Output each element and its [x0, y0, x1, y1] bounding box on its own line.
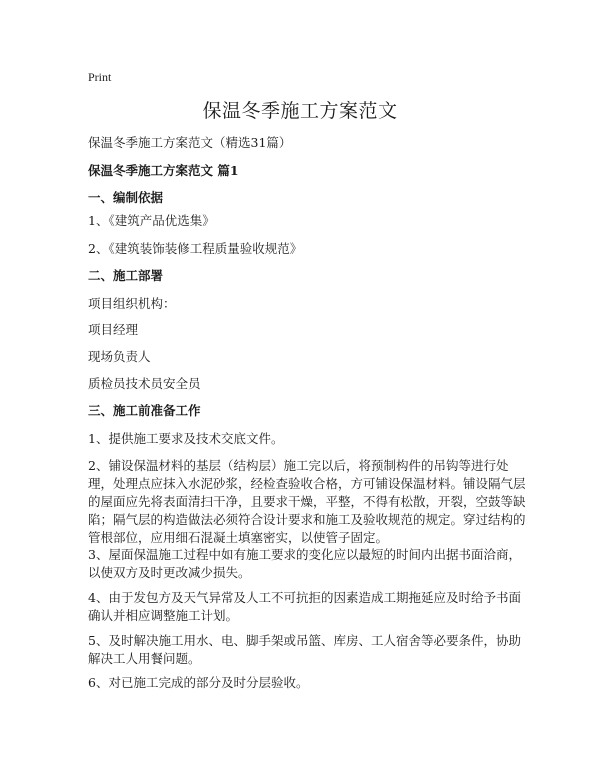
- list-item: 项目经理: [88, 322, 139, 337]
- section-heading: 二、施工部署: [88, 268, 164, 283]
- section-heading: 三、施工前准备工作: [88, 403, 201, 418]
- list-item: 现场负责人: [88, 349, 151, 364]
- section-heading: 一、编制依据: [88, 190, 164, 205]
- document-title: 保温冬季施工方案范文: [202, 100, 398, 122]
- list-item: 质检员技术员安全员: [88, 376, 201, 391]
- paragraph: 5、及时解决施工用水、电、脚手架或吊篮、库房、工人宿舍等必要条件，协助解决工人用餐问题。: [88, 633, 521, 666]
- paragraph: 2、铺设保温材料的基层（结构层）施工完以后，将预制构件的吊钩等进行处理，处理点应抹入水泥砂浆，经检查验收合格，方可铺设保温材料。铺设隔气层的屋面应先将表面清扫干净，且要求干燥，平整，不得有松散，开裂，空鼓等缺陷；隔气层的构造做法必须符合设计要求和施工及验收规范的规定。穿过结构的管根部位，应用细石混凝土填塞密实，以使管子固定。: [88, 458, 526, 545]
- list-item: 项目组织机构：: [88, 296, 176, 311]
- print-link[interactable]: Print: [88, 70, 112, 84]
- list-item: 6、对已施工完成的部分及时分层验收。: [88, 675, 309, 690]
- list-item: 1、《建筑产品优选集》: [88, 213, 215, 228]
- list-item: 1、提供施工要求及技术交底文件。: [88, 431, 284, 446]
- paragraph: 3、屋面保温施工过程中如有施工要求的变化应以最短的时间内出据书面洽商，以使双方及时更改减少损失。: [88, 547, 521, 580]
- document-subtitle: 保温冬季施工方案范文（精选31篇）: [88, 135, 292, 150]
- list-item: 2、《建筑装饰装修工程质量验收规范》: [88, 241, 303, 256]
- article-heading: 保温冬季施工方案范文 篇1: [88, 163, 239, 178]
- paragraph: 4、由于发包方及天气异常及人工不可抗拒的因素造成工期拖延应及时给予书面确认并相应调整施工计划。: [88, 590, 521, 623]
